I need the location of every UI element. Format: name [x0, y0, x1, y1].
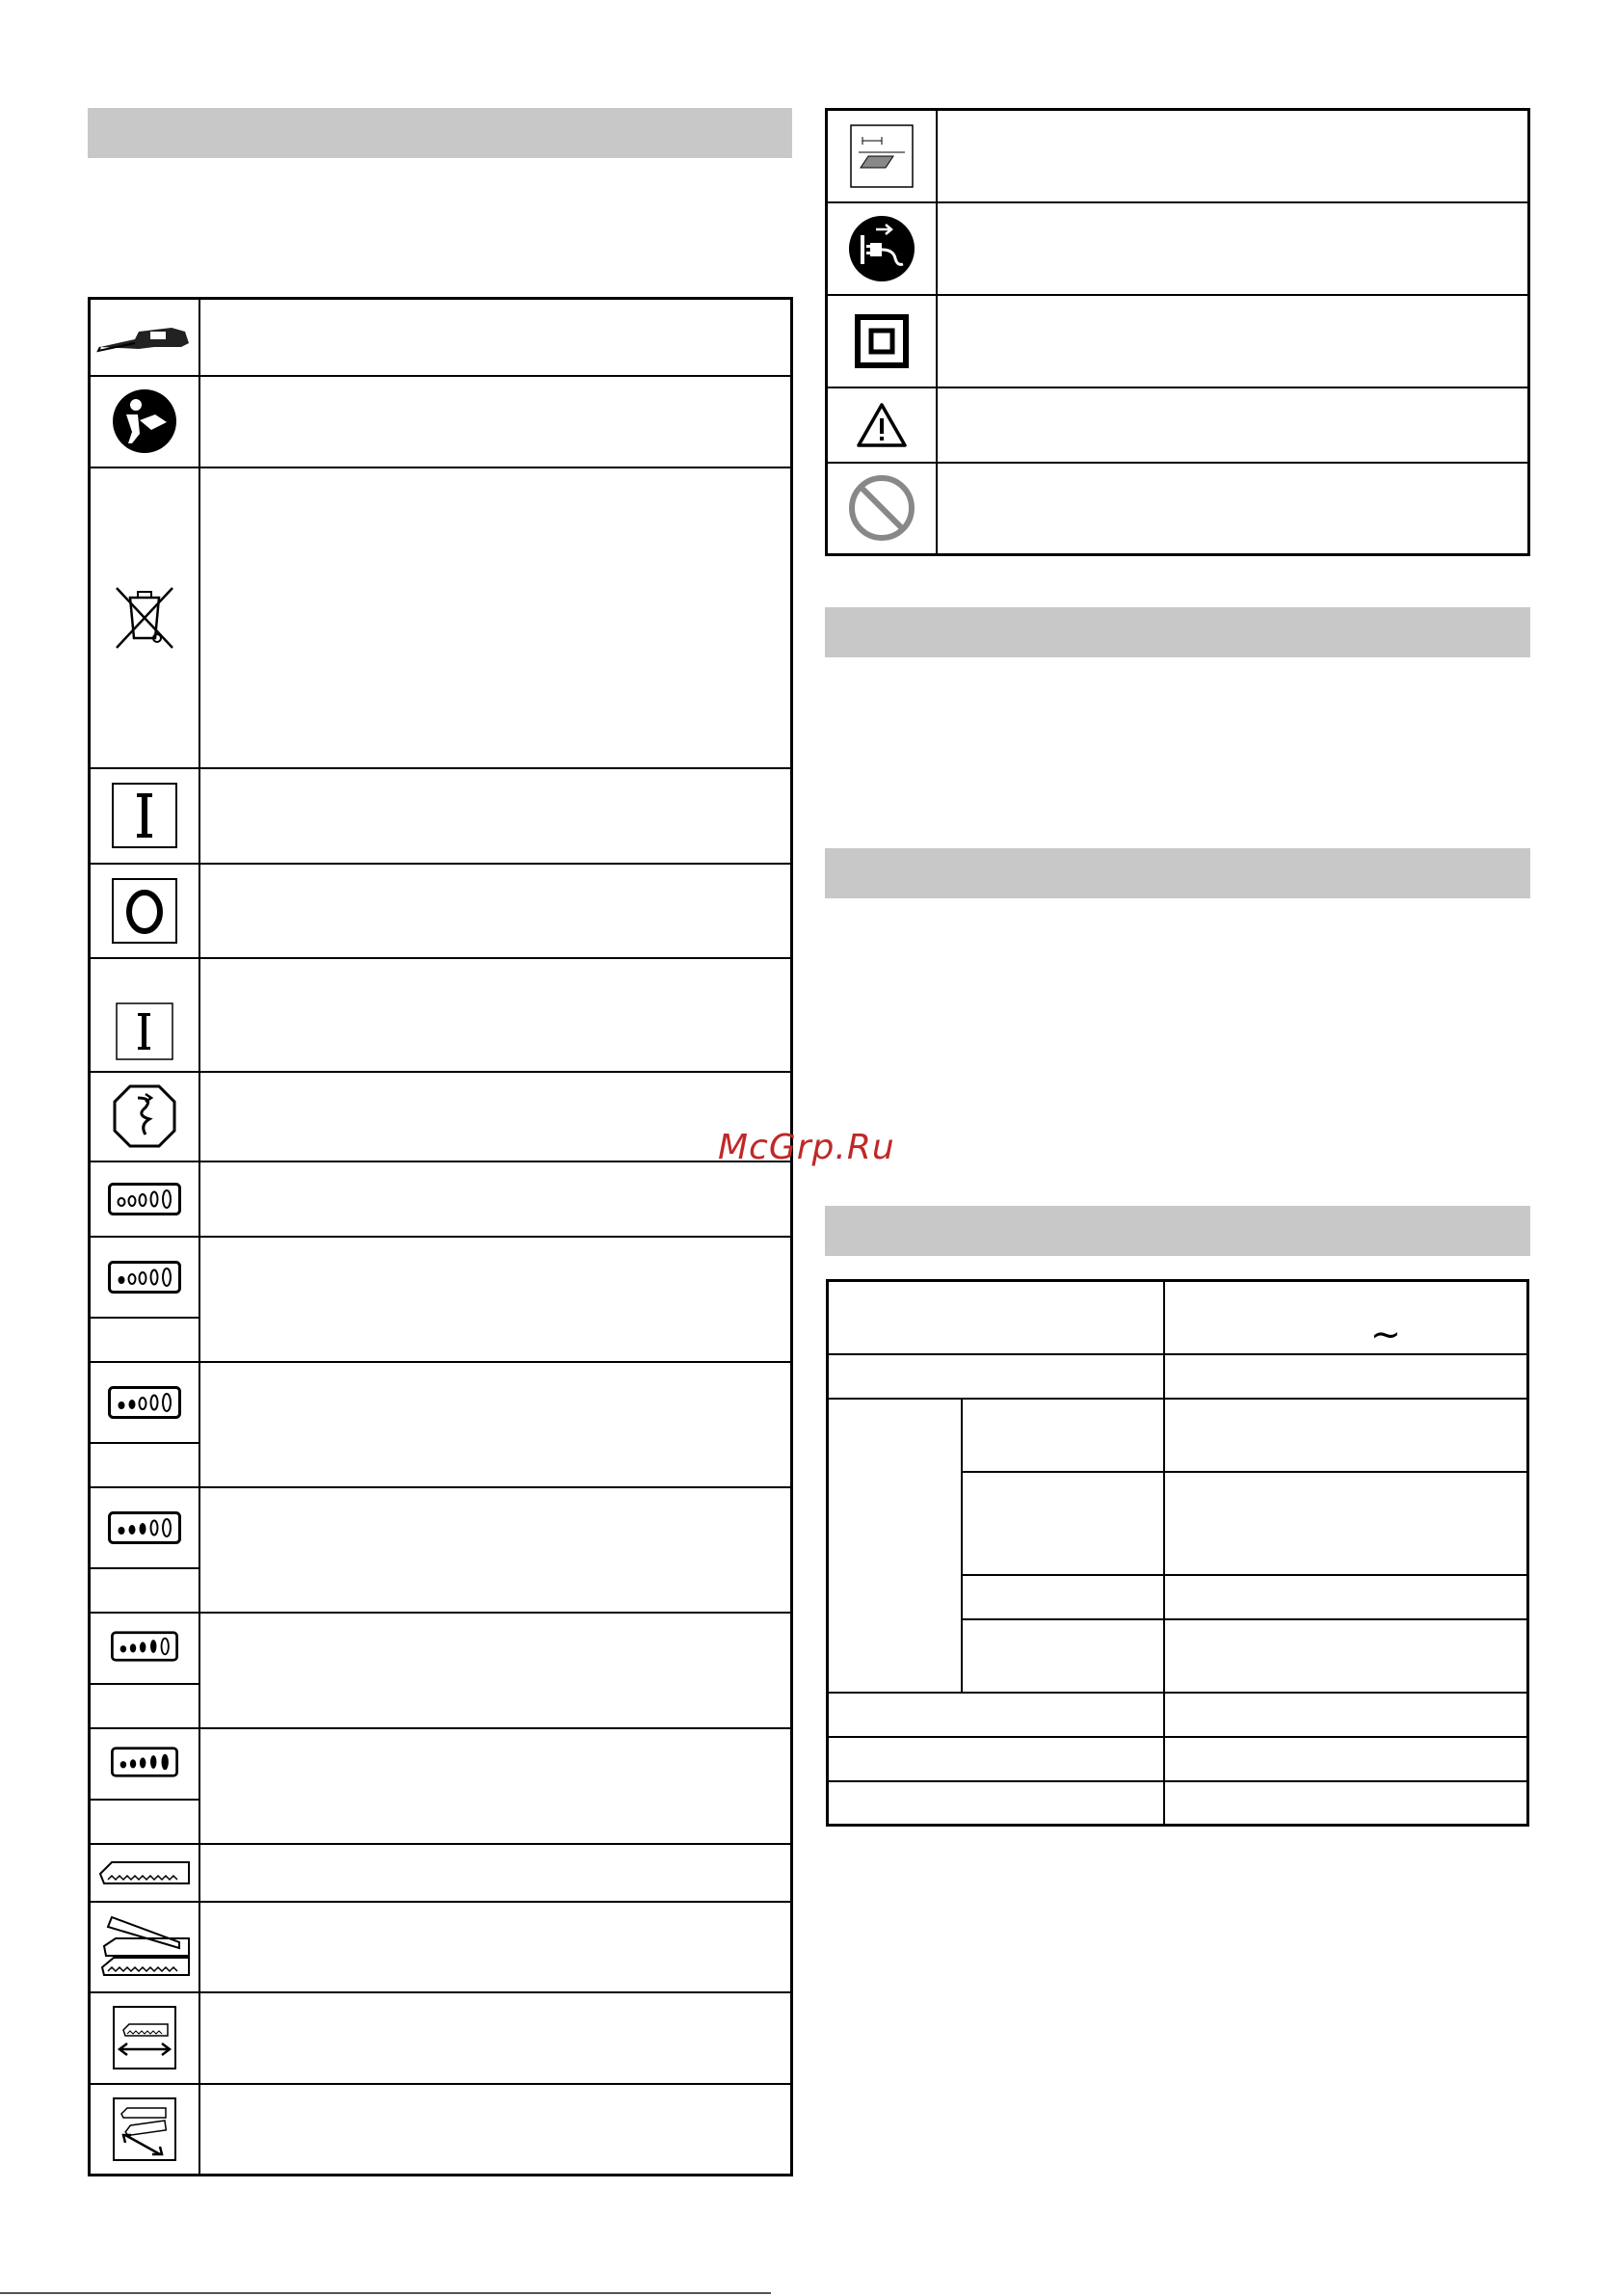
spec-value — [1164, 1693, 1528, 1737]
symbol-description — [199, 768, 792, 864]
symbol-description — [199, 1613, 792, 1728]
spec-group-label — [828, 1399, 962, 1693]
spec-value — [1164, 1575, 1528, 1619]
speed-dial-6-icon — [111, 1747, 178, 1777]
symbol-description — [937, 110, 1529, 202]
symbol-description — [199, 1844, 792, 1902]
symbol-description — [937, 202, 1529, 295]
symbol-cell — [90, 864, 199, 958]
symbol-description — [199, 467, 792, 768]
symbol-description — [199, 2084, 792, 2176]
spec-value-rated-input — [1164, 1281, 1528, 1354]
section-header-bar-right-3 — [825, 1206, 1530, 1256]
symbol-cell — [90, 299, 199, 376]
symbol-cell — [90, 376, 199, 467]
power-off-icon — [111, 877, 178, 945]
symbol-cell — [90, 2084, 199, 2176]
symbol-description — [199, 376, 792, 467]
symbol-description — [199, 299, 792, 376]
speed-dial-3-icon — [108, 1386, 181, 1419]
spec-label — [828, 1354, 1164, 1399]
symbol-cell — [90, 1728, 199, 1844]
symbol-cell — [90, 768, 199, 864]
prohibited-icon — [847, 473, 916, 543]
symbol-description — [937, 295, 1529, 387]
spec-sub-label — [962, 1399, 1164, 1472]
spec-sub-label — [962, 1575, 1164, 1619]
symbol-subcell-divider — [91, 1442, 199, 1486]
spec-label — [828, 1737, 1164, 1781]
symbol-description — [937, 387, 1529, 463]
symbol-description — [199, 864, 792, 958]
symbol-cell — [90, 1613, 199, 1728]
spec-value — [1164, 1399, 1528, 1472]
symbol-cell — [827, 295, 937, 387]
section-header-bar-left — [88, 108, 792, 158]
unplug-icon — [847, 214, 916, 283]
symbol-subcell-divider — [91, 1317, 199, 1361]
spec-label — [828, 1693, 1164, 1737]
symbol-cell — [90, 1072, 199, 1161]
symbol-subcell-divider — [91, 1683, 199, 1727]
blade-icon — [98, 1856, 191, 1889]
weee-bin-icon — [111, 584, 178, 652]
symbol-cell — [90, 958, 199, 1072]
spec-sub-label — [962, 1472, 1164, 1575]
symbol-subcell-divider — [91, 1799, 199, 1843]
spec-value — [1164, 1354, 1528, 1399]
symbol-description — [199, 1362, 792, 1487]
spec-value — [1164, 1472, 1528, 1575]
symbol-cell — [90, 1902, 199, 1992]
symbol-cell — [90, 1362, 199, 1487]
symbols-table-left — [88, 297, 793, 2176]
symbol-cell — [90, 1992, 199, 2084]
ac-symbol: ~ — [1370, 1313, 1401, 1355]
speed-dial-4-icon — [108, 1511, 181, 1544]
symbol-description — [199, 1902, 792, 1992]
spec-label — [828, 1281, 1164, 1354]
switch-on-icon — [115, 1001, 174, 1061]
section-header-bar-right-2 — [825, 848, 1530, 898]
symbol-cell — [827, 110, 937, 202]
orbital-action-icon — [111, 1082, 178, 1150]
symbol-description — [199, 1487, 792, 1613]
double-insulation-icon — [853, 312, 911, 370]
symbol-cell — [90, 1844, 199, 1902]
spec-value — [1164, 1619, 1528, 1693]
page-bottom-rule — [0, 2292, 771, 2294]
stroke-length-icon — [112, 2005, 177, 2070]
symbols-table-right — [825, 108, 1530, 556]
speed-dial-2-icon — [108, 1261, 181, 1294]
symbol-description — [199, 1072, 792, 1161]
symbol-description — [199, 1728, 792, 1844]
symbol-cell — [90, 1487, 199, 1613]
speed-dial-1-icon — [108, 1183, 181, 1215]
specification-table — [826, 1279, 1529, 1827]
symbol-cell — [90, 1237, 199, 1362]
symbol-subcell-divider — [91, 1567, 199, 1612]
read-manual-icon — [111, 387, 178, 455]
symbol-description — [199, 958, 792, 1072]
power-on-icon — [111, 782, 178, 849]
symbol-cell — [827, 387, 937, 463]
spec-value — [1164, 1781, 1528, 1826]
watermark-text: McGrp.Ru — [718, 1128, 895, 1167]
spec-label — [828, 1781, 1164, 1826]
section-header-bar-right-1 — [825, 607, 1530, 657]
speed-dial-5-icon — [111, 1631, 178, 1662]
symbol-cell — [90, 1161, 199, 1237]
symbol-description — [199, 1237, 792, 1362]
symbol-cell — [90, 467, 199, 768]
warning-triangle-icon — [855, 401, 909, 449]
cutting-depth-icon — [849, 123, 915, 189]
spec-value — [1164, 1737, 1528, 1781]
reciprocating-saw-icon — [96, 318, 193, 357]
symbol-cell — [827, 463, 937, 555]
symbol-description — [199, 1161, 792, 1237]
symbol-cell — [827, 202, 937, 295]
blade-variants-icon — [98, 1913, 191, 1981]
orbital-stroke-icon — [112, 2096, 177, 2162]
spec-sub-label — [962, 1619, 1164, 1693]
symbol-description — [937, 463, 1529, 555]
symbol-description — [199, 1992, 792, 2084]
